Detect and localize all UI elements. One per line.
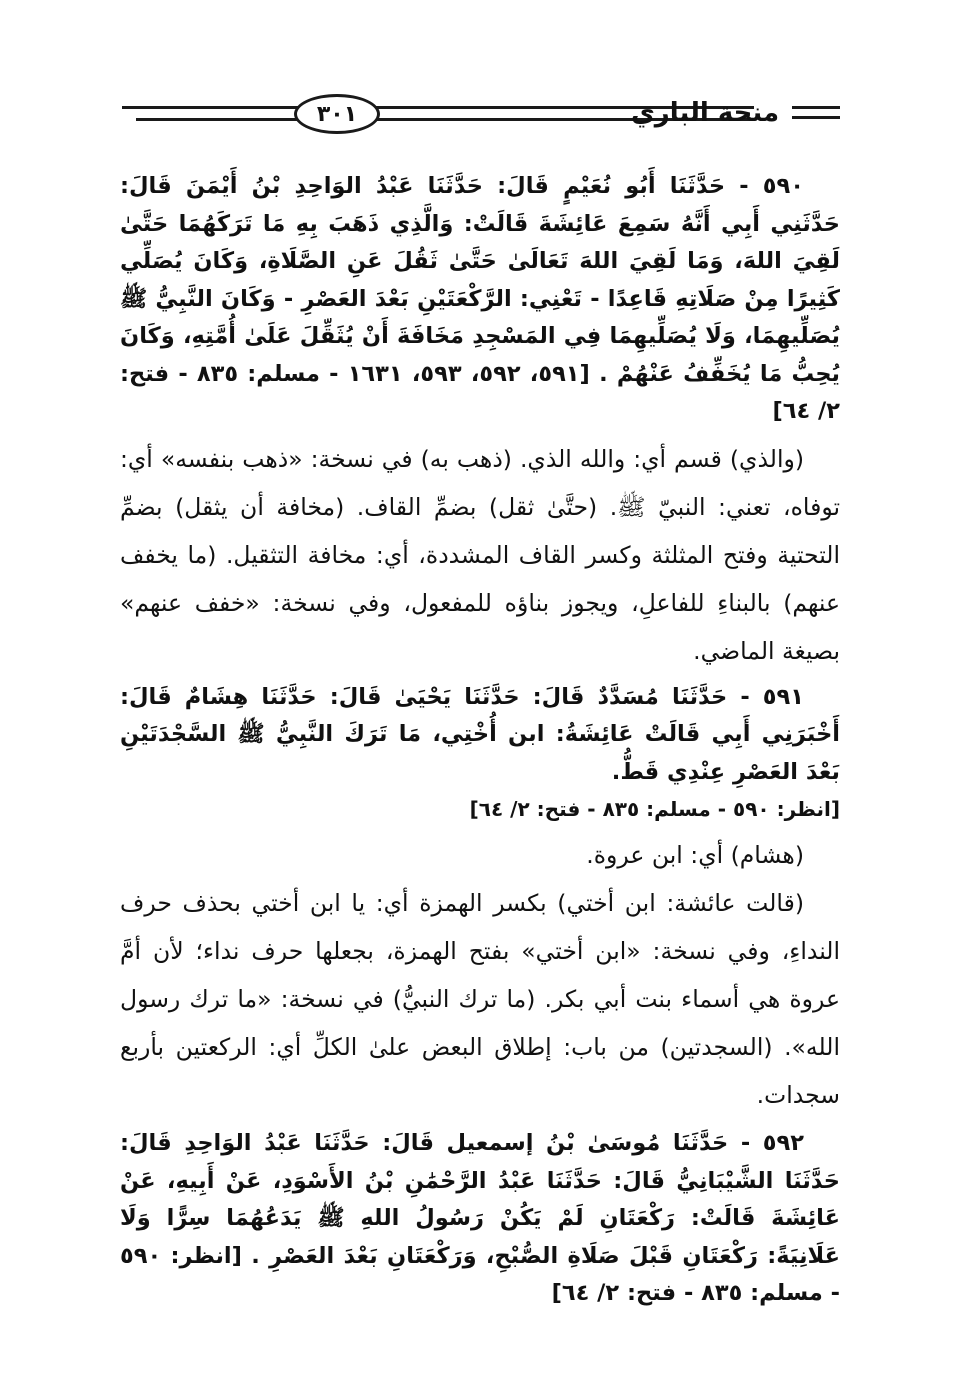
page-body — [120, 168, 840, 1313]
hadith-592-text: ٥٩٢ - حَدَّثَنَا مُوسَىٰ بْنُ إسمعيل قَالَ: حَدَّثَنَا عَبْدُ الوَاحِدِ قَالَ: حَدَّثَنَا الشَّيْبَانِيُّ قَالَ: حَدَّثَنَا عَبْدُ الرَّحْمَٰنِ بْنُ الأَسْوَدِ، عَنْ أَبِيهِ، عَنْ عَائِشَةَ قَالَتْ: رَكْعَتَانِ لَمْ يَكُنْ رَسُولُ اللهِ ﷺ يَدَعُهُمَا سِرًّا وَلَا عَلَانِيَةً: رَكْعَتَانِ قَبْلَ صَلَاةِ الصُّبْحِ، وَرَكْعَتَانِ بَعْدَ العَصْرِ . — [120, 1130, 840, 1269]
hadith-592 — [120, 1125, 840, 1313]
running-title: منحة الباري — [630, 98, 780, 128]
commentary-590: (والذي) قسم أي: والله الذي. (ذهب به) في نسخة: «ذهب بنفسه» أي: توفاه، تعني: النبيّ ﷺ. (حتَّىٰ ثقل) بضمِّ القاف. (مخافة أن يثقل) بضمِّ التحتية وفتح المثلثة وكسر القاف المشددة، أي: مخافة التثقيل. (ما يخفف عنهم) بالبناءِ للفاعلِ، ويجوز بناؤه للمفعول، وفي نسخة: «خفف عنهم» بصيغة الماضي. — [120, 444, 840, 665]
commentary-591-hisham: (هشام) أي: ابن عروة. — [586, 841, 804, 869]
hadith-590-reference: [٥٩١، ٥٩٢، ٥٩٣، ١٦٣١ - مسلم: ٨٣٥ - فتح: ٢/ ٦٤] — [120, 360, 840, 424]
commentary-591-aisha: (قالت عائشة: ابن أختي) بكسر الهمزة أي: يا ابن أختي بحذف حرف النداءِ، وفي نسخة: «ابن أختي» بفتح الهمزة، بجعلها حرف نداء؛ لأن أمَّ عروة هي أسماء بنت أبي بكر. (ما ترك النبيُّ) في نسخة: «ما ترك رسول الله». (السجدتين) من باب: إطلاق البعض علىٰ الكلِّ أي: الركعتين بأربع سجدات. — [120, 889, 840, 1109]
header-right-rule-bottom — [792, 116, 840, 119]
hadith-591: ٥٩١ - حَدَّثَنَا مُسَدَّدٌ قَالَ: حَدَّثَنَا يَحْيَىٰ قَالَ: حَدَّثَنَا هِشَامٌ قَالَ: أَخْبَرَنِي أَبِي قَالَتْ عَائِشَةُ: ابن أُخْتِي، مَا تَرَكَ النَّبِيُّ ﷺ السَّجْدَتَيْنِ بَعْدَ العَصْرِ عِنْدِي قَطُّ. — [120, 683, 840, 785]
page-number: ٣٠١ — [294, 94, 380, 134]
header-left-rule-bottom — [136, 118, 298, 121]
hadith-592-reference: [انظر: ٥٩٠ - مسلم: ٨٣٥ - فتح: ٢/ ٦٤] — [120, 1242, 840, 1306]
header-right-rule-top — [792, 106, 840, 109]
hadith-590 — [120, 168, 840, 431]
page-header — [122, 92, 840, 142]
hadith-591-reference: [انظر: ٥٩٠ - مسلم: ٨٣٥ - فتح: ٢/ ٦٤] — [469, 797, 840, 821]
header-left-rule-top — [122, 106, 298, 109]
hadith-590-text: ٥٩٠ - حَدَّثَنَا أَبُو نُعَيْمٍ قَالَ: حَدَّثَنَا عَبْدُ الوَاحِدِ بْنُ أَيْمَنَ قَالَ: حَدَّثَنِي أَبِي أَنَّهُ سَمِعَ عَائِشَةَ قَالَتْ: وَالَّذِي ذَهَبَ بِهِ مَا تَرَكَهُمَا حَتَّىٰ لَقِيَ اللهَ، وَمَا لَقِيَ اللهَ تَعَالَىٰ حَتَّىٰ ثَقُلَ عَنِ الصَّلَاةِ، وَكَانَ يُصَلِّي كَثِيرًا مِنْ صَلَاتِهِ قَاعِدًا - تَعْنِي: الرَّكْعَتَيْنِ بَعْدَ العَصْرِ - وَكَانَ النَّبِيُّ ﷺ يُصَلِّيهِمَا، وَلَا يُصَلِّيهِمَا فِي المَسْجِدِ مَخَافَةَ أَنْ يُثَقِّلَ عَلَىٰ أُمَّتِهِ، وَكَانَ يُحِبُّ مَا يُخَفِّفُ عَنْهُمْ . — [120, 173, 841, 387]
